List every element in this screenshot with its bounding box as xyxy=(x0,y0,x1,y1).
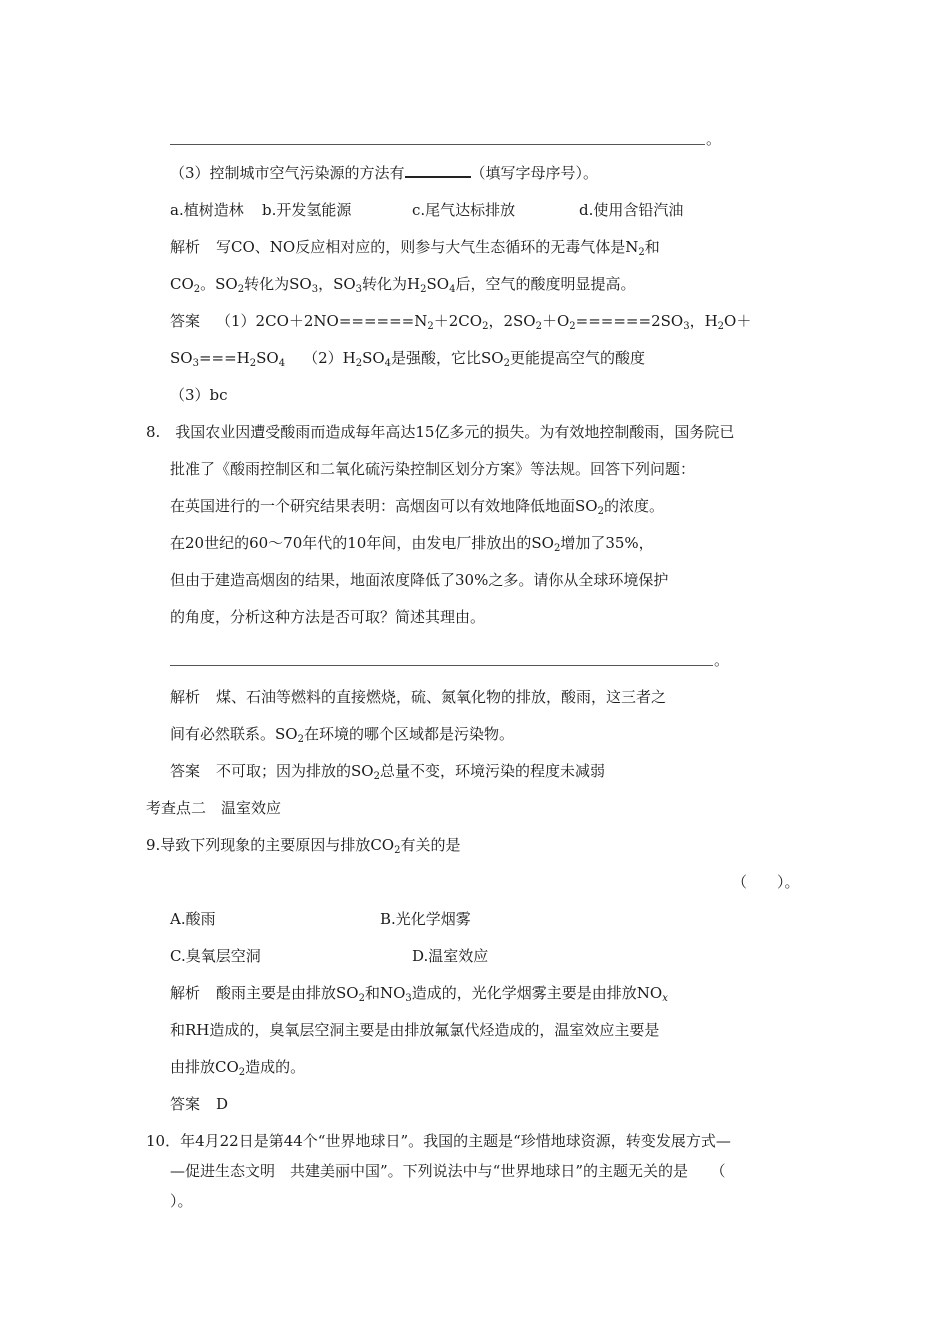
answer-label: 答案 xyxy=(170,312,201,330)
q7-option-c: c.尾气达标排放 xyxy=(412,201,516,219)
q8-stem-line2: 批准了《酸雨控制区和二氧化硫污染控制区划分方案》等法规。回答下列问题： xyxy=(170,460,696,478)
blank-end-mark: 。 xyxy=(706,130,722,148)
q7-analysis-line2: $CO_2$。$SO_2$转化为$SO_3$，$SO_3$转化为$H_2SO_4$后，空气的酸度明显提高。 xyxy=(170,275,636,295)
q7-analysis-line1: 解析 写CO、NO反应相对应的，则参与大气生态循环的无毒气体是$N_2$和 xyxy=(170,238,660,258)
section-heading: 考查点二 温室效应 xyxy=(146,799,282,817)
q9-answer-paren: （ ）。 xyxy=(732,873,800,891)
q9-analysis-line1: 解析 酸雨主要是由排放$SO_2$和$NO_3$造成的，光化学烟雾主要是由排放$NO_x$ xyxy=(170,984,668,1004)
q7-option-b: b.开发氢能源 xyxy=(262,201,352,219)
q7-answer-line2: $SO_3===H_2SO_4$ $(2)H_2SO_4$是强酸，它比$SO_2$更能提高空气的酸度 xyxy=(170,349,645,369)
q7-part3 xyxy=(170,162,598,184)
q7-part3-suffix: （填写字母序号）。 xyxy=(470,164,599,182)
q9-analysis-line3: 由排放$CO_2$造成的。 xyxy=(170,1058,306,1078)
q7-part3-prefix: （3）控制城市空气污染源的方法有 xyxy=(170,164,405,182)
q8-answer: 答案 不可取；因为排放的$SO_2$总量不变，环境污染的程度未减弱 xyxy=(170,762,605,782)
fill-in-blank xyxy=(405,162,471,178)
q9-option-d: D.温室效应 xyxy=(412,947,489,965)
q7-answer-line1: 答案 $(1)2CO+2NO======N_2+2CO_2$，$2SO_2+O_2======2SO_3$，$H_2O+$ xyxy=(170,312,752,332)
q9-option-a: A.酸雨 xyxy=(170,910,216,928)
q8-stem-line6: 的角度，分析这种方法是否可取？简述其理由。 xyxy=(170,608,486,626)
answer-blank-line xyxy=(170,665,713,666)
q9-option-b: B.光化学烟雾 xyxy=(380,910,471,928)
q9-analysis-line2: 和RH造成的，臭氧层空洞主要是由排放氟氯代烃造成的，温室效应主要是 xyxy=(170,1021,660,1039)
q7-answer-line3: （3）bc xyxy=(170,386,228,404)
q10-stem-line2: —促进生态文明 共建美丽中国”。下列说法中与“世界地球日”的主题无关的是 （ xyxy=(170,1162,726,1180)
analysis-label: 解析 xyxy=(170,688,201,706)
analysis-label: 解析 xyxy=(170,238,201,256)
blank-end-mark: 。 xyxy=(714,651,730,669)
q10-stem-line3: ）。 xyxy=(170,1192,193,1210)
q8-stem-line1: 8. 我国农业因遭受酸雨而造成每年高达15亿多元的损失。为有效地控制酸雨，国务院已 xyxy=(146,423,735,441)
q7-option-d: d.使用含铅汽油 xyxy=(579,201,684,219)
q8-stem-line4: 在20世纪的60～70年代的10年间，由发电厂排放出的$SO_2$增加了35%， xyxy=(170,534,654,554)
q8-stem-line5: 但由于建造高烟囱的结果，地面浓度降低了30%之多。请你从全球环境保护 xyxy=(170,571,669,589)
q7-option-a: a.植树造林 xyxy=(170,201,244,219)
q9-option-c: C.臭氧层空洞 xyxy=(170,947,261,965)
q8-stem-line3: 在英国进行的一个研究结果表明：高烟囱可以有效地降低地面$SO_2$的浓度。 xyxy=(170,497,664,517)
analysis-label: 解析 xyxy=(170,984,201,1002)
q9-stem: 9.导致下列现象的主要原因与排放$CO_2$有关的是 xyxy=(146,836,461,856)
answer-blank-line xyxy=(170,144,705,145)
answer-label: 答案 xyxy=(170,762,201,780)
answer-label: 答案 xyxy=(170,1095,201,1113)
q8-analysis-line1: 解析 煤、石油等燃料的直接燃烧，硫、氮氧化物的排放，酸雨，这三者之 xyxy=(170,688,667,706)
q10-stem-line1: 10．年4月22日是第44个“世界地球日”。我国的主题是“珍惜地球资源，转变发展方式— xyxy=(146,1132,731,1150)
q8-analysis-line2: 间有必然联系。$SO_2$在环境的哪个区域都是污染物。 xyxy=(170,725,514,745)
q9-answer: 答案 D xyxy=(170,1095,229,1113)
